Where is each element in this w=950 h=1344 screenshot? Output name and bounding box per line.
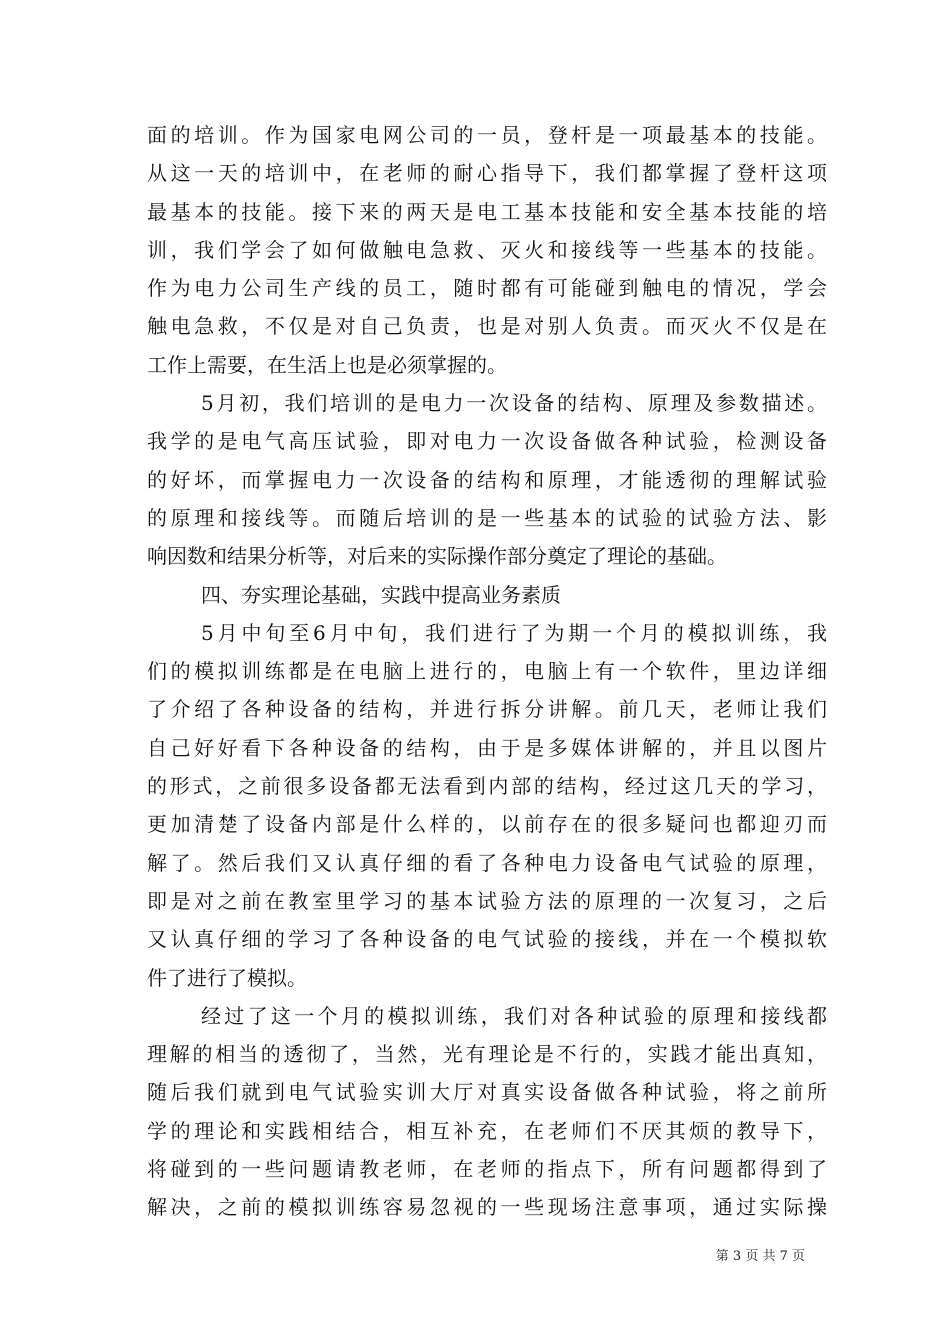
text-line: 将碰到的一些问题请教老师，在老师的指点下，所有问题都得到了 <box>147 1157 827 1182</box>
text-line: 理解的相当的透彻了，当然，光有理论是不行的，实践才能出真知， <box>147 1042 827 1067</box>
text-line: 即是对之前在教室里学习的基本试验方法的原理的一次复习，之后 <box>147 888 827 913</box>
text-line: 5月初，我们培训的是电力一次设备的结构、原理及参数描述。 <box>201 391 827 416</box>
text-line: 的原理和接线等。而随后培训的是一些基本的试验的试验方法、影 <box>147 505 827 530</box>
text-line: 四、夯实理论基础，实践中提高业务素质 <box>201 582 561 607</box>
text-line: 了介绍了各种设备的结构，并进行拆分讲解。前几天，老师让我们 <box>147 697 827 722</box>
text-line: 工作上需要，在生活上也是必须掌握的。 <box>147 352 507 377</box>
text-line: 响因数和结果分析等，对后来的实际操作部分奠定了理论的基础。 <box>147 544 727 569</box>
text-line: 我学的是电气高压试验，即对电力一次设备做各种试验，检测设备 <box>147 429 827 454</box>
text-line: 解了。然后我们又认真仔细的看了各种电力设备电气试验的原理， <box>147 850 827 875</box>
text-line: 又认真仔细的学习了各种设备的电气试验的接线，并在一个模拟软 <box>147 927 827 952</box>
text-line: 从这一天的培训中，在老师的耐心指导下，我们都掌握了登杆这项 <box>147 161 827 186</box>
text-line: 经过了这一个月的模拟训练，我们对各种试验的原理和接线都 <box>201 1003 827 1028</box>
page-number: 第 3 页 共 7 页 <box>715 1249 805 1264</box>
text-line: 的形式，之前很多设备都无法看到内部的结构，经过这几天的学习， <box>147 774 827 799</box>
text-line: 最基本的技能。接下来的两天是电工基本技能和安全基本技能的培 <box>147 199 827 224</box>
text-line: 作为电力公司生产线的员工，随时都有可能碰到触电的情况，学会 <box>147 276 827 301</box>
text-line: 们的模拟训练都是在电脑上进行的，电脑上有一个软件，里边详细 <box>147 659 827 684</box>
text-line: 解决，之前的模拟训练容易忽视的一些现场注意事项，通过实际操 <box>147 1195 827 1220</box>
text-line: 5月中旬至6月中旬，我们进行了为期一个月的模拟训练，我 <box>201 620 827 645</box>
document-body <box>147 116 827 1227</box>
text-line: 更加清楚了设备内部是什么样的，以前存在的很多疑问也都迎刃而 <box>147 812 827 837</box>
text-line: 触电急救，不仅是对自己负责，也是对别人负责。而灭火不仅是在 <box>147 314 827 339</box>
text-line: 件了进行了模拟。 <box>147 965 307 990</box>
text-line: 随后我们就到电气试验实训大厅对真实设备做各种试验，将之前所 <box>147 1080 827 1105</box>
text-line: 自己好好看下各种设备的结构，由于是多媒体讲解的，并且以图片 <box>147 735 827 760</box>
text-line: 学的理论和实践相结合，相互补充，在老师们不厌其烦的教导下， <box>147 1118 827 1143</box>
text-line: 训，我们学会了如何做触电急救、灭火和接线等一些基本的技能。 <box>147 237 827 262</box>
text-line: 面的培训。作为国家电网公司的一员，登杆是一项最基本的技能。 <box>147 123 827 147</box>
text-line: 的好坏，而掌握电力一次设备的结构和原理，才能透彻的理解试验 <box>147 467 827 492</box>
